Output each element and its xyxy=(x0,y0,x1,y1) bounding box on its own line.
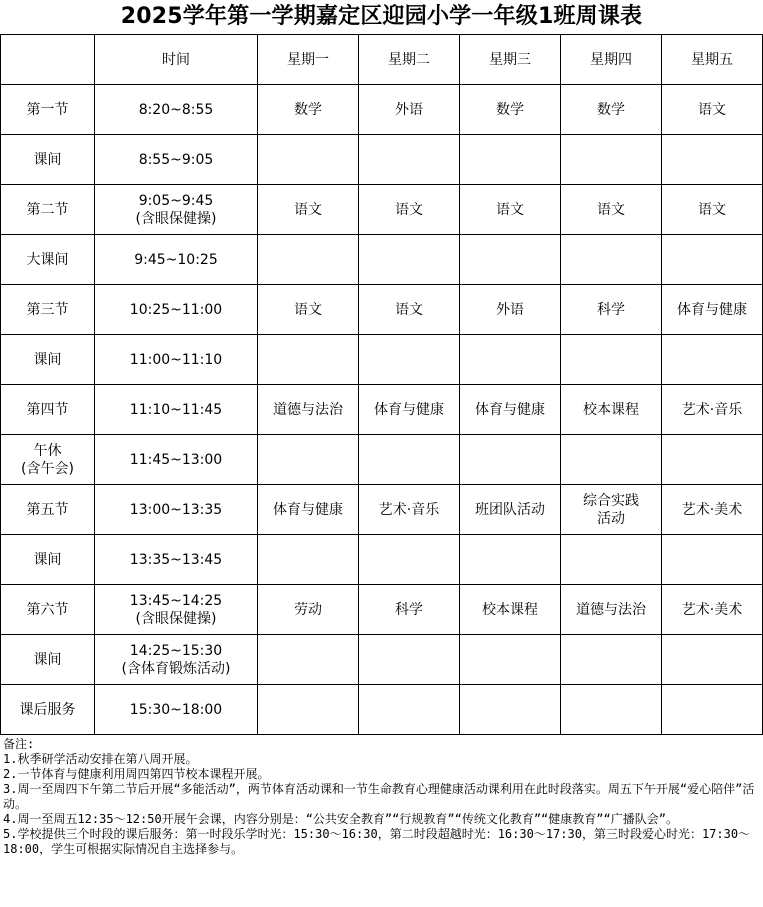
class-cell: 数学 xyxy=(258,85,359,135)
time-cell xyxy=(95,335,258,385)
class-cell: 劳动 xyxy=(258,585,359,635)
day-header: 星期一 xyxy=(258,35,359,85)
schedule-row xyxy=(1,235,763,285)
class-cell xyxy=(561,535,662,585)
class-cell: 数学 xyxy=(561,85,662,135)
period-cell-line: 第三节 xyxy=(26,301,69,318)
schedule-row xyxy=(1,485,763,535)
period-cell-line: 课间 xyxy=(33,351,62,368)
class-cell xyxy=(359,635,460,685)
class-cell: 科学 xyxy=(359,585,460,635)
class-cell xyxy=(662,535,763,585)
class-cell xyxy=(359,435,460,485)
header-row xyxy=(1,35,763,85)
schedule-row xyxy=(1,85,763,135)
period-cell-line: 课间 xyxy=(33,151,62,168)
time-cell-line: 11:00~11:10 xyxy=(129,351,223,368)
class-cell xyxy=(460,635,561,685)
period-cell-line: (含午会) xyxy=(21,460,74,477)
class-cell xyxy=(662,135,763,185)
class-cell: 语文 xyxy=(460,185,561,235)
schedule-table xyxy=(0,34,763,735)
period-cell-line: 第二节 xyxy=(26,201,69,218)
class-cell: 语文 xyxy=(662,185,763,235)
class-cell xyxy=(561,635,662,685)
class-cell: 体育与健康 xyxy=(359,385,460,435)
class-cell xyxy=(258,135,359,185)
period-cell-line: 午休 xyxy=(33,442,62,459)
class-cell xyxy=(561,135,662,185)
time-cell xyxy=(95,435,258,485)
class-cell xyxy=(460,335,561,385)
class-cell xyxy=(359,535,460,585)
class-cell: 体育与健康 xyxy=(258,485,359,535)
day-header: 星期三 xyxy=(460,35,561,85)
class-cell xyxy=(460,435,561,485)
day-header: 星期五 xyxy=(662,35,763,85)
period-cell-line: 课间 xyxy=(33,551,62,568)
class-cell: 数学 xyxy=(460,85,561,135)
time-cell-line: 11:45~13:00 xyxy=(129,451,223,468)
time-cell xyxy=(95,685,258,735)
class-cell: 语文 xyxy=(561,185,662,235)
class-cell xyxy=(258,685,359,735)
class-cell xyxy=(258,635,359,685)
class-cell: 语文 xyxy=(258,185,359,235)
corner-cell xyxy=(1,35,95,85)
schedule-row xyxy=(1,135,763,185)
class-cell: 体育与健康 xyxy=(662,285,763,335)
time-cell-line: 10:25~11:00 xyxy=(129,301,223,318)
class-cell xyxy=(359,235,460,285)
time-cell-line: 14:25~15:30 xyxy=(129,642,223,659)
class-cell xyxy=(258,235,359,285)
period-cell xyxy=(1,685,95,735)
period-cell xyxy=(1,185,95,235)
class-cell: 艺术·音乐 xyxy=(359,485,460,535)
schedule-row xyxy=(1,685,763,735)
schedule-row xyxy=(1,185,763,235)
class-cell: 校本课程 xyxy=(561,385,662,435)
notes-section xyxy=(3,737,761,857)
class-cell xyxy=(258,435,359,485)
period-cell xyxy=(1,335,95,385)
period-cell-line: 课后服务 xyxy=(19,701,76,718)
period-cell xyxy=(1,385,95,435)
period-cell xyxy=(1,635,95,685)
class-cell xyxy=(561,435,662,485)
class-cell xyxy=(359,685,460,735)
period-cell xyxy=(1,585,95,635)
page-title: 2025学年第一学期嘉定区迎园小学一年级1班周课表 xyxy=(120,4,643,29)
period-cell xyxy=(1,85,95,135)
class-cell: 综合实践 活动 xyxy=(561,485,662,535)
class-cell xyxy=(460,685,561,735)
time-cell-line: 13:35~13:45 xyxy=(129,551,223,568)
time-cell xyxy=(95,135,258,185)
time-cell xyxy=(95,285,258,335)
period-cell-line: 第六节 xyxy=(26,601,69,618)
time-cell xyxy=(95,585,258,635)
class-cell xyxy=(359,135,460,185)
class-cell: 道德与法治 xyxy=(561,585,662,635)
schedule-row xyxy=(1,385,763,435)
class-cell: 科学 xyxy=(561,285,662,335)
class-cell xyxy=(561,685,662,735)
time-cell xyxy=(95,85,258,135)
time-cell-line: (含眼保健操) xyxy=(135,610,217,627)
time-cell-line: 15:30~18:00 xyxy=(129,701,223,718)
class-cell: 艺术·美术 xyxy=(662,585,763,635)
note-item: 2.一节体育与健康利用周四第四节校本课程开展。 xyxy=(3,767,270,781)
class-cell xyxy=(662,635,763,685)
class-cell xyxy=(258,335,359,385)
period-cell xyxy=(1,435,95,485)
class-cell xyxy=(662,435,763,485)
period-cell xyxy=(1,235,95,285)
time-cell xyxy=(95,235,258,285)
class-cell xyxy=(662,685,763,735)
time-header: 时间 xyxy=(95,35,258,85)
time-cell-line: 9:45~10:25 xyxy=(134,251,218,268)
time-cell-line: 13:45~14:25 xyxy=(129,592,223,609)
period-cell-line: 第五节 xyxy=(26,501,69,518)
time-cell-line: 11:10~11:45 xyxy=(129,401,223,418)
period-cell xyxy=(1,285,95,335)
notes-heading: 备注: xyxy=(3,737,35,751)
schedule-row xyxy=(1,335,763,385)
time-cell xyxy=(95,485,258,535)
schedule-row xyxy=(1,635,763,685)
schedule-row xyxy=(1,585,763,635)
period-cell-line: 课间 xyxy=(33,651,62,668)
class-cell: 校本课程 xyxy=(460,585,561,635)
time-cell-line: 8:55~9:05 xyxy=(138,151,214,168)
class-cell: 艺术·美术 xyxy=(662,485,763,535)
class-cell: 外语 xyxy=(460,285,561,335)
class-cell: 道德与法治 xyxy=(258,385,359,435)
day-header: 星期二 xyxy=(359,35,460,85)
schedule-row xyxy=(1,535,763,585)
day-header: 星期四 xyxy=(561,35,662,85)
period-cell xyxy=(1,135,95,185)
time-cell xyxy=(95,185,258,235)
note-item: 1.秋季研学活动安排在第八周开展。 xyxy=(3,752,198,766)
class-cell xyxy=(359,335,460,385)
time-cell-line: (含眼保健操) xyxy=(135,210,217,227)
note-item: 4.周一至周五12:35～12:50开展午会课，内容分别是：“公共安全教育”“行规教育”“传统文化教育”“健康教育”“广播队会”。 xyxy=(3,812,678,826)
period-cell-line: 大课间 xyxy=(26,251,69,268)
period-cell xyxy=(1,485,95,535)
class-cell: 外语 xyxy=(359,85,460,135)
class-cell: 语文 xyxy=(359,185,460,235)
class-cell: 语文 xyxy=(258,285,359,335)
period-cell xyxy=(1,535,95,585)
class-cell xyxy=(460,235,561,285)
schedule-row xyxy=(1,285,763,335)
class-cell xyxy=(460,135,561,185)
time-cell-line: 9:05~9:45 xyxy=(138,192,214,209)
period-cell-line: 第四节 xyxy=(26,401,69,418)
time-cell-line: (含体育锻炼活动) xyxy=(121,660,231,677)
class-cell xyxy=(561,335,662,385)
note-item: 3.周一至周四下午第二节后开展“多能活动”，两节体育活动课和一节生命教育心理健康活动课利用在此时段落实。周五下午开展“爱心陪伴”活动。 xyxy=(3,782,755,811)
class-cell xyxy=(258,535,359,585)
class-cell xyxy=(662,335,763,385)
class-cell: 语文 xyxy=(662,85,763,135)
class-cell xyxy=(460,535,561,585)
period-cell-line: 第一节 xyxy=(26,101,69,118)
schedule-row xyxy=(1,435,763,485)
class-cell: 语文 xyxy=(359,285,460,335)
time-cell-line: 13:00~13:35 xyxy=(129,501,223,518)
class-cell: 班团队活动 xyxy=(460,485,561,535)
time-cell xyxy=(95,635,258,685)
note-item: 5.学校提供三个时段的课后服务：第一时段乐学时光：15:30～16:30，第二时段超越时光：16:30～17:30，第三时段爱心时光：17:30～18:00，学生可根据实际情况自主选择参与。 xyxy=(3,827,751,856)
time-cell xyxy=(95,385,258,435)
time-cell-line: 8:20~8:55 xyxy=(138,101,214,118)
class-cell: 体育与健康 xyxy=(460,385,561,435)
class-cell xyxy=(662,235,763,285)
class-cell: 艺术·音乐 xyxy=(662,385,763,435)
class-cell xyxy=(561,235,662,285)
time-cell xyxy=(95,535,258,585)
